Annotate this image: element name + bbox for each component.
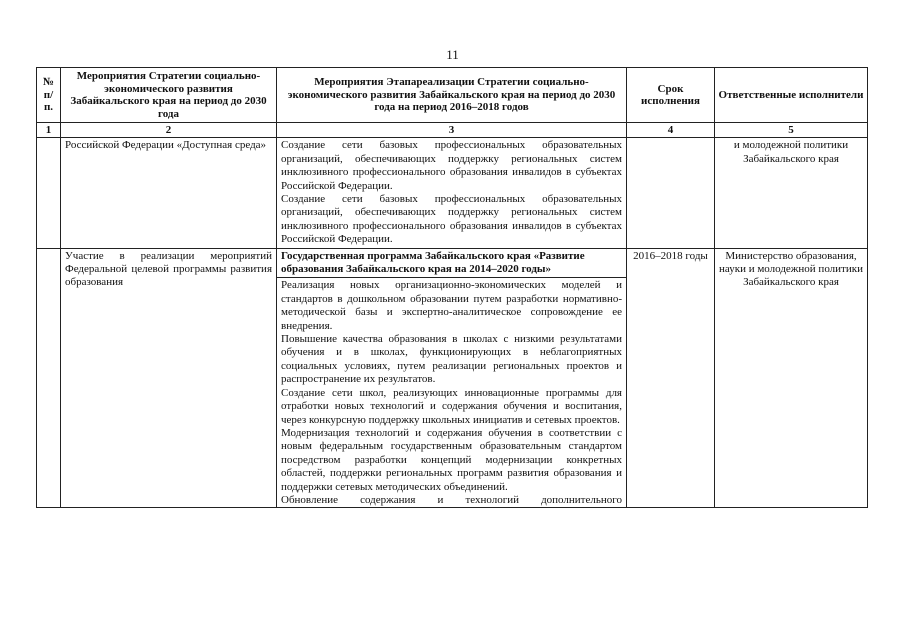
row-num-cell — [37, 138, 61, 248]
stage-paragraph: Создание сети школ, реализующих инновационные программы для отработки новых технологий и содержания обучения и воспитания, через конкурсную поддержку школьных инициатив и сетевых проектов. — [281, 386, 622, 426]
stage-paragraph: Создание сети базовых профессиональных образовательных организаций, обеспечивающих поддержку региональных систем инклюзивного профессионального образования инвалидов в субъектах Российской Федерации. — [281, 139, 622, 192]
column-number: 2 — [61, 123, 277, 138]
stage-paragraph: Обновление содержания и технологий дополнительного — [281, 493, 622, 506]
page-number: 11 — [446, 47, 459, 62]
header-row — [37, 68, 868, 123]
term-cell: 2016–2018 годы — [627, 248, 715, 508]
strategy-cell: Российской Федерации «Доступная среда» — [61, 138, 277, 248]
header-num: № п/п. — [37, 68, 61, 123]
stage-paragraph: Создание сети базовых профессиональных образовательных организаций, обеспечивающих поддержку региональных систем инклюзивного профессионального образования инвалидов в субъектах Российской Федерации. — [281, 193, 622, 246]
column-number: 3 — [277, 123, 627, 138]
strategy-cell: Участие в реализации мероприятий Федеральной целевой программы развития образования — [61, 248, 277, 508]
stage-cell — [277, 248, 627, 508]
column-number: 5 — [715, 123, 868, 138]
program-title: Государственная программа Забайкальского края «Развитие образования Забайкальского края на 2014–2020 годы» — [281, 249, 585, 276]
stage-cell — [277, 138, 627, 248]
strategy-table — [36, 67, 868, 508]
stage-paragraph: Реализация новых организационно-экономических моделей и стандартов в дошкольном образовании путем разработки нормативно-методической базы и экспертно-аналитическое сопровождение ее внедрения. — [281, 279, 622, 332]
stage-paragraph: Повышение качества образования в школах с низкими результатами обучения и в школах, функционирующих в неблагоприятных социальных условиях, путем реализации региональных проектов и распространение их результатов. — [281, 333, 622, 386]
term-cell — [627, 138, 715, 248]
row-num-cell — [37, 248, 61, 508]
column-number: 1 — [37, 123, 61, 138]
column-number: 4 — [627, 123, 715, 138]
table-row — [37, 138, 868, 248]
responsible-cell: и молодежной политики Забайкальского края — [715, 138, 868, 248]
responsible-cell: Министерство образования, науки и молодежной политики Забайкальского края — [715, 248, 868, 508]
header-responsible: Ответственные исполнители — [715, 68, 868, 123]
header-stage: Мероприятия Этапареализации Стратегии социально-экономического развития Забайкальского края на период до 2030 года на период 2016–2018 годов — [277, 68, 627, 123]
header-term: Срок исполнения — [627, 68, 715, 123]
program-measures — [277, 277, 626, 507]
header-strategy: Мероприятия Стратегии социально-экономического развития Забайкальского края на период до 2030 года — [61, 68, 277, 123]
stage-paragraph: Модернизация технологий и содержания обучения в соответствии с новым федеральным государственным образовательным стандартом посредством разработки концепций модернизации конкретных областей, поддержки региональных программ развития образования и поддержки сетевых методических объединений. — [281, 426, 622, 493]
column-number-row — [37, 123, 868, 138]
table-row — [37, 248, 868, 508]
